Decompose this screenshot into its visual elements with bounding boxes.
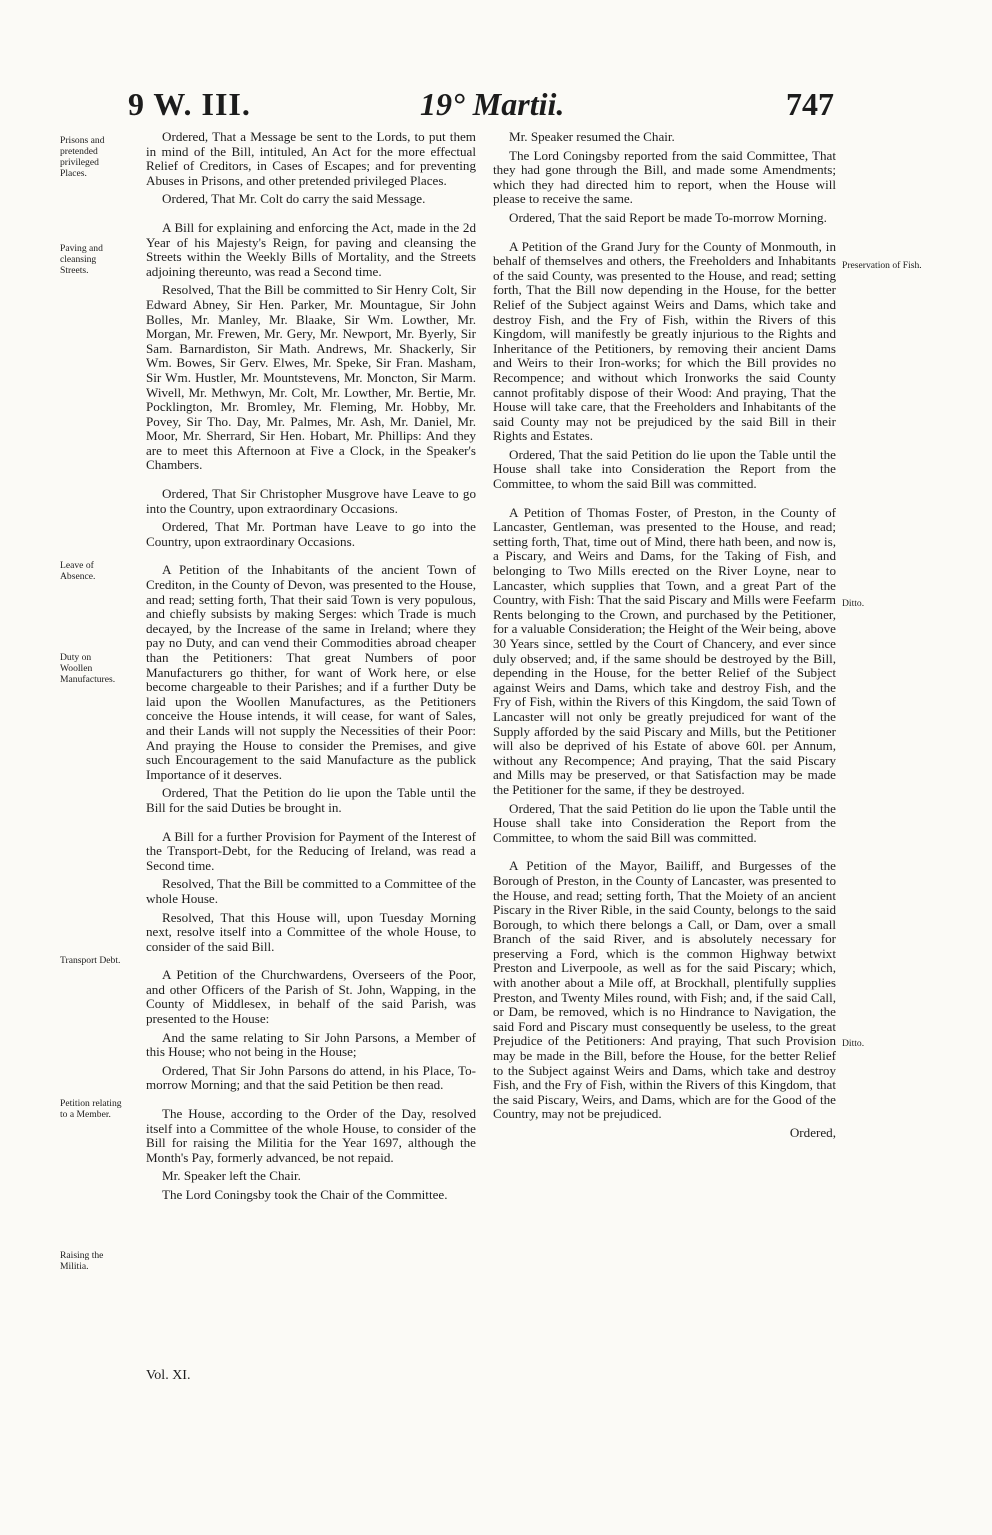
paragraph: The House, according to the Order of the Day, resolved itself into a Committee of the whole House, to consider of the Bill for raising the Militia for the Year 1697, although the Month's Pay, formerly advanced, be not repaid.: [146, 1106, 476, 1165]
paragraph: Ordered, That Sir Christopher Musgrove have Leave to go into the Country, upon extraordinary Occasions.: [146, 486, 476, 516]
paragraph: A Petition of the Grand Jury for the County of Monmouth, in behalf of themselves and others, the Freeholders and Inhabitants of the said County, was presented to the House, and read; setting forth, That the Bill now depending in the House, for the better Relief of the Subject against Weirs and Dams, which take and destroy Fish, and the Fry of Fish, within the Rivers of this Kingdom, will manifestly be greatly injurious to the Rights and Inheritance of the Petitioners, by removing their ancient Dams and Weirs to their Iron-works; for which the Bill provides no Recompence; and without which Ironworks the said County cannot profitably dispose of their Wood: And praying, That the House will take care, that the Freeholders and Inhabitants of the said County may not be prejudiced by the said Bill in their Rights and Estates.: [493, 238, 836, 444]
page-number: 747: [786, 86, 834, 122]
margin-note: Ditto.: [842, 1038, 865, 1049]
paragraph: Ordered, That the said Report be made To-morrow Morning.: [509, 209, 827, 225]
paragraph: Ordered, That Sir John Parsons do attend, in his Place, To-morrow Morning; and that the said Petition be then read.: [146, 1062, 476, 1093]
margin-note: Leave of Absence.: [60, 560, 96, 582]
regnal-year: 9 W. III.: [128, 86, 251, 122]
paragraph: Ordered, That a Message be sent to the Lords, to put them in mind of the Bill, intituled, An Act for the more effectual Relief of Creditors, in Cases of Escapes; and for preventing Abuses in Prisons, and other pretended privileged Places.: [146, 129, 476, 188]
catchword: Ordered,: [789, 1125, 836, 1140]
paragraph: A Petition of the Churchwardens, Overseers of the Poor, and other Officers of the Parish of St. John, Wapping, in the County of Middlesex, in behalf of the said Parish, was presented to the House:: [146, 967, 476, 1027]
paragraph: A Petition of the Inhabitants of the ancient Town of Crediton, in the County of Devon, was presented to the House, and read; setting forth, That their said Town is very populous, and chiefly subsists by making Serges: which Trade is much decayed, by the Increase of the same in Ireland; where they pay no Duty, and can vend their Commodities abroad cheaper than the Petitioners: That great Numbers of poor Manufacturers go thither, for want of Work here, or else become chargeable to their Parishes; and if a further Duty be laid upon the Woollen Manufactures, as the Petitioners conceive the House intends, it will cease, for want of Sales, and their Lands will not supply the Necessities of their Poor: And praying the House to consider the Premises, and give such Encouragement to the said Manufacture as the publick Importance of it deserves.: [146, 562, 476, 782]
paragraph: Resolved, That this House will, upon Tuesday Morning next, resolve itself into a Committee of the whole House, to consider of the said Bill.: [146, 909, 476, 954]
paragraph: Ordered, That the said Petition do lie upon the Table until the House shall take into Consideration the Report from the Committee, to whom the said Bill was committed.: [493, 446, 836, 492]
paragraph: Resolved, That the Bill be committed to Sir Henry Colt, Sir Edward Abney, Sir Hen. Parker, Mr. Mountague, Sir John Bolles, Mr. Manley, Mr. Blaake, Sir Wm. Lowther, Mr. Morgan, Mr. Frewen, Mr. Gery, Mr. Newport, Mr. Byerly, Sir Sam. Barnardiston, Sir Math. Andrews, Mr. Shackerly, Sir Wm. Bowes, Sir Gerv. Elwes, Mr. Speke, Sir Fran. Masham, Sir Wm. Hustler, Mr. Mountstevens, Mr. Moncton, Sir Marm. Wivell, Mr. Methwyn, Mr. Colt, Mr. Lowther, Mr. Bertie, Mr. Pocklington, Mr. Bromley, Mr. Fleming, Mr. Hobby, Mr. Povey, Sir Tho. Day, Mr. Palmes, Mr. Ash, Mr. Daniel, Mr. Moor, Mr. Sherrard, Sir Hen. Hobart, Mr. Phillips: And they are to meet this Afternoon at Five a Clock, in the Speaker's Chambers.: [146, 282, 476, 473]
left-column: [146, 130, 476, 1207]
paragraph: And the same relating to Sir John Parsons, a Member of this House; who not being in the House;: [146, 1029, 476, 1060]
margin-note: Ditto.: [842, 598, 865, 609]
margin-note: Transport Debt.: [60, 955, 121, 966]
paragraph: A Petition of the Mayor, Bailiff, and Burgesses of the Borough of Preston, in the County of Lancaster, was presented to the House, and read; setting forth, That the Moiety of an ancient Piscary in the River Rible, in the said County, belongs to the said Borough, to which there belongs a Call, or Dam, over a small Branch of the said River, and is absolutely necessary for preserving a Ford, which is the common Highway betwixt Preston and Liverpoole, as well as for the said Piscary; which, with another about a Mile off, at Brockhall, plentifully supplies Preston, and Twenty Miles round, with Fish; and, if the said Call, or Dam, be removed, which is no Hindrance to Navigation, the said Ford and Piscary must consequently be useless, to the great Prejudice of the Petitioners: And praying, That such Provision may be made in the Bill, before the House, for the better Relief to the Subject against Weirs and Dams, which take and destroy Fish, and the Fry of Fish, within the Rivers of this Kingdom, that the said Piscary, Weirs, and Dams, which are for the Good of the Country, may not be prejudiced.: [493, 858, 836, 1122]
margin-note: Preservation of Fish.: [842, 260, 922, 271]
paragraph: Ordered, That Mr. Colt do carry the said Message.: [162, 191, 426, 207]
paragraph: A Bill for a further Provision for Payment of the Interest of the Transport-Debt, for the Reducing of Ireland, was read a Second time.: [146, 828, 476, 873]
paragraph: A Bill for explaining and enforcing the Act, made in the 2d Year of his Majesty's Reign, for paving and cleansing the Streets within the Weekly Bills of Mortality, and the Streets adjoining thereunto, was read a Second time.: [146, 219, 476, 279]
paragraph: Mr. Speaker left the Chair.: [162, 1168, 301, 1184]
margin-note: Duty on Woollen Manufactures.: [60, 652, 116, 685]
volume-footer: Vol. XI.: [146, 1368, 191, 1383]
paragraph: The Lord Coningsby took the Chair of the Committee.: [162, 1187, 448, 1202]
paragraph: Resolved, That the Bill be committed to a Committee of the whole House.: [146, 876, 476, 906]
paragraph: Ordered, That the Petition do lie upon the Table until the Bill for the said Duties be brought in.: [146, 785, 476, 815]
paragraph: Ordered, That the said Petition do lie upon the Table until the House shall take into Consideration the Report from the Committee, to whom the said Bill was committed.: [493, 800, 836, 845]
margin-note: Paving and cleansing Streets.: [60, 243, 103, 276]
date-heading: 19° Martii.: [420, 86, 565, 122]
paragraph: Ordered, That Mr. Portman have Leave to go into the Country, upon extraordinary Occasions.: [146, 519, 476, 549]
right-column: [493, 130, 836, 1145]
paragraph: The Lord Coningsby reported from the said Committee, That they had gone through the Bill, and made some Amendments; which they had directed him to report, when the House will please to receive the same.: [493, 147, 836, 207]
paragraph: A Petition of Thomas Foster, of Preston, in the County of Lancaster, Gentleman, was presented to the House, and read; setting forth, That, time out of Mind, there hath been, and now is, a Piscary, and Weirs and Dams, for the Taking of Fish, and belonging to Two Mills erected on the River Loyne, near to Lancaster, which supplies that Town, and a great Part of the Country, with Fish: That the said Piscary and Mills were Feefarm Rents belonging to the Crown, and purchased by the Petitioner, for a valuable Consideration; the Height of the Weir being, above 30 Years since, settled by the Court of Chancery, and ever since duly observed; and, if the same should be destroyed by the Bill, depending in the House, for the better Relief of the Subject against Weirs and Dams, which take and destroy Fish, and the Fry of Fish, within the Rivers of this Kingdom, the said Town of Lancaster will not only be greatly prejudiced for want of the Supply afforded by the said Piscary and Mills, but the Petitioner will also be deprived of his Estate of above 60l. per Annum, without any Recompence; And praying, That the said Piscary and Mills may be preserved, or that Satisfaction may be made the Petitioner for the same, if they be destroyed.: [493, 504, 836, 797]
paragraph: Mr. Speaker resumed the Chair.: [509, 129, 675, 144]
page-header: [0, 86, 992, 126]
margin-note: Prisons and pretended privileged Places.: [60, 135, 105, 179]
margin-note: Raising the Militia.: [60, 1250, 104, 1272]
margin-note: Petition relating to a Member.: [60, 1098, 122, 1120]
